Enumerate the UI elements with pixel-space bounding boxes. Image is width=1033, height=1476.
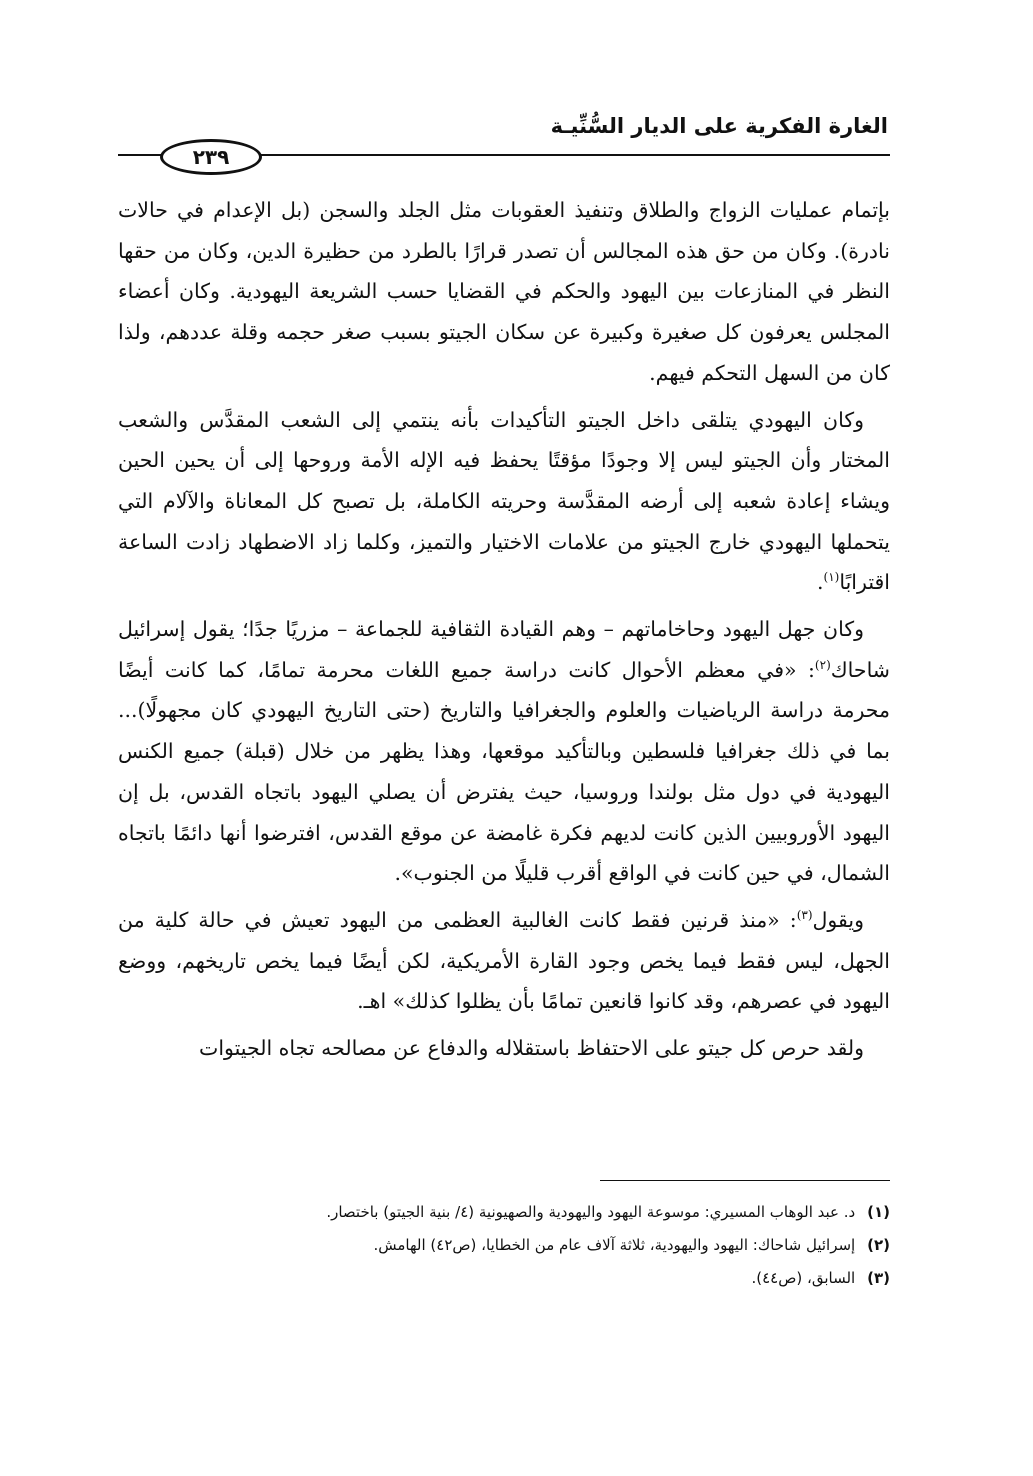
paragraph-2-text: وكان اليهودي يتلقى داخل الجيتو التأكيدات بأنه ينتمي إلى الشعب المقدَّس والشعب المختار وأن الجيتو ليس إلا وجودًا مؤقتًا يحفظ فيه الإله الأمة وروحها إلى أن يحين الحين ويشاء إعادة شعبه إلى أرضه المقدَّسة وحريته الكاملة، بل تصبح كل المعاناة والآلام التي يتحملها اليهودي خارج الجيتو من علامات الاختيار والتميز، وكلما زاد الاضطهاد زادت الساعة اقترابًا xyxy=(118,407,890,595)
paragraph-2-tail: . xyxy=(817,570,824,595)
footnote-1-number: (١) xyxy=(867,1203,890,1221)
paragraph-3-text: وكان جهل اليهود وحاخاماتهم – وهم القيادة الثقافية للجماعة – مزريًا جدًا؛ يقول إسرائيل شاحاك xyxy=(118,617,890,682)
footnote-rule xyxy=(600,1180,890,1181)
paragraph-3 xyxy=(118,609,890,894)
footnote-3-number: (٣) xyxy=(867,1269,890,1287)
footnote-ref-2: (٢) xyxy=(814,657,831,672)
paragraph-1 xyxy=(118,190,890,394)
page-number-badge: ٢٣٩ xyxy=(160,139,262,175)
footnote-ref-3: (٣) xyxy=(796,908,813,923)
footnote-2-text: إسرائيل شاحاك: اليهود واليهودية، ثلاثة آلاف عام من الخطايا، (ص٤٢) الهامش. xyxy=(373,1236,856,1254)
footnote-ref-1: (١) xyxy=(823,570,840,585)
footnote-1 xyxy=(130,1196,890,1229)
paragraph-1-text: بإتمام عمليات الزواج والطلاق وتنفيذ العقوبات مثل الجلد والسجن (بل الإعدام في حالات نادرة). وكان من حق هذه المجالس أن تصدر قرارًا بالطرد من حظيرة الدين، وكان من حقها النظر في المنازعات بين اليهود والحكم في القضايا حسب الشريعة اليهودية. وكان أعضاء المجلس يعرفون كل صغيرة وكبيرة عن سكان الجيتو بسبب صغر حجمه وقلة عددهم، ولذا كان من السهل التحكم فيهم. xyxy=(118,198,890,385)
footnotes xyxy=(130,1196,890,1295)
paragraph-2 xyxy=(118,400,890,604)
paragraph-5 xyxy=(118,1028,890,1069)
footnote-2 xyxy=(130,1229,890,1262)
paragraph-5-text: ولقد حرص كل جيتو على الاحتفاظ باستقلاله والدفاع عن مصالحه تجاه الجيتوات xyxy=(199,1036,864,1061)
paragraph-3-quote: : «في معظم الأحوال كانت دراسة جميع اللغات محرمة تمامًا، كما كانت أيضًا محرمة دراسة الرياضيات والعلوم والجغرافيا والتاريخ (حتى التاريخ اليهودي كان مجهولًا)... بما في ذلك جغرافيا فلسطين وبالتأكيد موقعها، وهذا يظهر من خلال (قبلة) جميع الكنس اليهودية في دول مثل بولندا وروسيا، حيث يفترض أن يصلي اليهود باتجاه القدس، بل إن اليهود الأوروبيين الذين كانت لديهم فكرة غامضة عن موقع القدس، افترضوا أنها دائمًا باتجاه الشمال، في حين كانت في الواقع أقرب قليلًا من الجنوب». xyxy=(118,657,890,886)
footnote-3 xyxy=(130,1262,890,1295)
footnote-2-number: (٢) xyxy=(867,1236,890,1254)
running-title: الغارة الفكرية على الديار السُّنِّيـة xyxy=(550,114,888,138)
footnote-1-text: د. عبد الوهاب المسيري: موسوعة اليهود واليهودية والصهيونية (٤/ بنية الجيتو) باختصار. xyxy=(326,1203,856,1221)
paragraph-4 xyxy=(118,900,890,1022)
paragraph-4-text: ويقول xyxy=(812,907,864,932)
footnote-3-text: السابق، (ص٤٤). xyxy=(751,1269,856,1287)
paragraph-4-quote: : «منذ قرنين فقط كانت الغالبية العظمى من اليهود تعيش في حالة كلية من الجهل، ليس فقط فيما يخص وجود القارة الأمريكية، لكن أيضًا فيما يخص تاريخهم، ووضع اليهود في عصرهم، وقد كانوا قانعين تمامًا بأن يظلوا كذلك» اهـ. xyxy=(118,907,890,1014)
body-text xyxy=(118,190,890,1075)
